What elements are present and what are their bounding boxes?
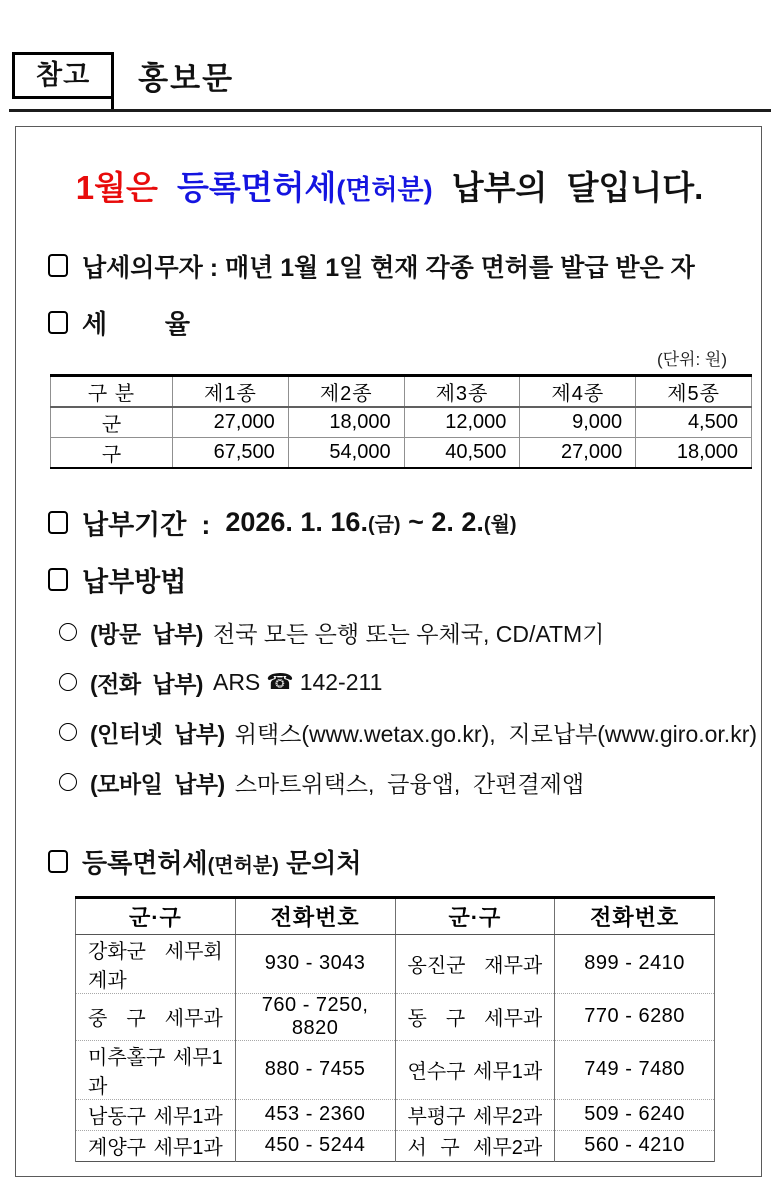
district-phone: 509 - 6240 bbox=[555, 1099, 715, 1130]
table-row bbox=[76, 1040, 715, 1099]
rate-value: 18,000 bbox=[636, 437, 752, 468]
district-phone: 899 - 2410 bbox=[555, 934, 715, 993]
contact-label: 등록면허세(면허분) 문의처 bbox=[82, 847, 362, 878]
method-item-text: 스마트위택스, 금융앱, 간편결제앱 bbox=[234, 770, 585, 797]
district-name: 계양구 세무1과 bbox=[76, 1130, 236, 1161]
method-item-text: 전국 모든 은행 또는 우체국, CD/ATM기 bbox=[212, 620, 605, 647]
method-item-text-pre: ARS bbox=[212, 668, 261, 695]
page-header bbox=[0, 0, 780, 112]
ars-phone-number: 142-211 bbox=[299, 668, 383, 695]
section-tax-rate bbox=[48, 304, 731, 341]
district-name: 강화군 세무회계과 bbox=[76, 934, 236, 993]
method-item-text: 위택스(www.wetax.go.kr), 지로납부(www.giro.or.kr) bbox=[234, 720, 758, 747]
district-phone: 453 - 2360 bbox=[235, 1099, 395, 1130]
rate-value: 67,500 bbox=[173, 437, 289, 468]
document-type-title: 홍보문 bbox=[138, 61, 235, 97]
district-phone: 760 - 7250, 8820 bbox=[235, 993, 395, 1040]
rate-header-type4: 제4종 bbox=[520, 375, 636, 407]
rate-header-category: 구 분 bbox=[51, 375, 173, 407]
district-phone: 880 - 7455 bbox=[235, 1040, 395, 1099]
rate-value: 27,000 bbox=[173, 407, 289, 438]
rate-value: 12,000 bbox=[404, 407, 520, 438]
notice-body-box bbox=[15, 126, 762, 1177]
notice-title bbox=[48, 167, 731, 210]
taxpayer-label: 납세의무자 : bbox=[82, 253, 225, 282]
rate-table-header-row bbox=[51, 375, 752, 407]
title-month: 1월은 bbox=[75, 169, 158, 207]
rate-header-type5: 제5종 bbox=[636, 375, 752, 407]
checkbox-icon bbox=[48, 511, 68, 534]
title-tax-name: 등록면허세(면허분) bbox=[177, 169, 433, 207]
district-name: 서 구 세무2과 bbox=[395, 1130, 555, 1161]
rate-value: 27,000 bbox=[520, 437, 636, 468]
period-start-date: 2026. 1. 16. bbox=[225, 506, 368, 537]
contact-label-sub: (면허분) bbox=[207, 854, 279, 877]
period-start-day: (금) bbox=[367, 513, 401, 536]
contact-header-district: 군·구 bbox=[395, 897, 555, 934]
section-payment-method bbox=[48, 560, 731, 599]
rate-row-category: 군 bbox=[51, 407, 173, 438]
title-tail: 납부의 달입니다. bbox=[451, 169, 704, 207]
rate-value: 40,500 bbox=[404, 437, 520, 468]
table-row bbox=[51, 437, 752, 468]
taxpayer-text: 매년 1월 1일 현재 각종 면허를 발급 받은 자 bbox=[224, 253, 695, 282]
circle-bullet-icon bbox=[59, 623, 77, 641]
period-label: 납부기간 : bbox=[82, 509, 226, 540]
district-phone: 930 - 3043 bbox=[235, 934, 395, 993]
table-row bbox=[76, 1130, 715, 1161]
method-item-label: (방문 납부) bbox=[90, 620, 203, 647]
section-payment-period bbox=[48, 503, 731, 542]
district-phone: 450 - 5244 bbox=[235, 1130, 395, 1161]
title-tax-sub: (면허분) bbox=[336, 175, 433, 206]
rate-header-type1: 제1종 bbox=[173, 375, 289, 407]
rate-value: 9,000 bbox=[520, 407, 636, 438]
period-tilde: ~ bbox=[400, 506, 432, 537]
contact-header-district: 군·구 bbox=[76, 897, 236, 934]
checkbox-icon bbox=[48, 850, 68, 873]
table-row bbox=[76, 934, 715, 993]
checkbox-icon bbox=[48, 311, 68, 334]
method-item-internet bbox=[59, 716, 758, 749]
reference-label-box: 참고 bbox=[12, 52, 114, 99]
circle-bullet-icon bbox=[59, 773, 77, 791]
table-row bbox=[76, 1099, 715, 1130]
district-name: 연수구 세무1과 bbox=[395, 1040, 555, 1099]
method-item-mobile bbox=[59, 766, 731, 799]
rate-value: 54,000 bbox=[288, 437, 404, 468]
tax-rate-label: 세 율 bbox=[82, 308, 191, 339]
contact-header-phone: 전화번호 bbox=[555, 897, 715, 934]
period-end-date: 2. 2. bbox=[431, 506, 484, 537]
circle-bullet-icon bbox=[59, 673, 77, 691]
district-name: 중 구 세무과 bbox=[76, 993, 236, 1040]
checkbox-icon bbox=[48, 254, 68, 277]
rate-value: 18,000 bbox=[288, 407, 404, 438]
rate-value: 4,500 bbox=[636, 407, 752, 438]
section-contact bbox=[48, 843, 731, 880]
district-name: 옹진군 재무과 bbox=[395, 934, 555, 993]
unit-note: (단위: 원) bbox=[656, 349, 727, 369]
tax-rate-table bbox=[50, 374, 752, 469]
district-name: 부평구 세무2과 bbox=[395, 1099, 555, 1130]
table-row bbox=[51, 407, 752, 438]
section-taxpayer bbox=[48, 248, 731, 284]
contact-table-header-row bbox=[76, 897, 715, 934]
circle-bullet-icon bbox=[59, 723, 77, 741]
method-item-visit bbox=[59, 616, 731, 649]
method-item-label: (모바일 납부) bbox=[90, 770, 225, 797]
district-name: 미추홀구 세무1과 bbox=[76, 1040, 236, 1099]
method-label: 납부방법 bbox=[82, 566, 187, 597]
district-phone: 770 - 6280 bbox=[555, 993, 715, 1040]
district-phone: 749 - 7480 bbox=[555, 1040, 715, 1099]
method-item-label: (인터넷 납부) bbox=[90, 720, 225, 747]
rate-row-category: 구 bbox=[51, 437, 173, 468]
contact-table bbox=[75, 896, 715, 1162]
telephone-icon: ☎ bbox=[266, 669, 294, 695]
rate-header-type2: 제2종 bbox=[288, 375, 404, 407]
district-name: 남동구 세무1과 bbox=[76, 1099, 236, 1130]
header-divider bbox=[9, 109, 771, 112]
table-row bbox=[76, 993, 715, 1040]
district-phone: 560 - 4210 bbox=[555, 1130, 715, 1161]
district-name: 동 구 세무과 bbox=[395, 993, 555, 1040]
checkbox-icon bbox=[48, 568, 68, 591]
method-item-phone bbox=[59, 666, 731, 699]
rate-header-type3: 제3종 bbox=[404, 375, 520, 407]
method-item-label: (전화 납부) bbox=[90, 670, 203, 697]
period-end-day: (월) bbox=[483, 513, 517, 536]
contact-header-phone: 전화번호 bbox=[235, 897, 395, 934]
